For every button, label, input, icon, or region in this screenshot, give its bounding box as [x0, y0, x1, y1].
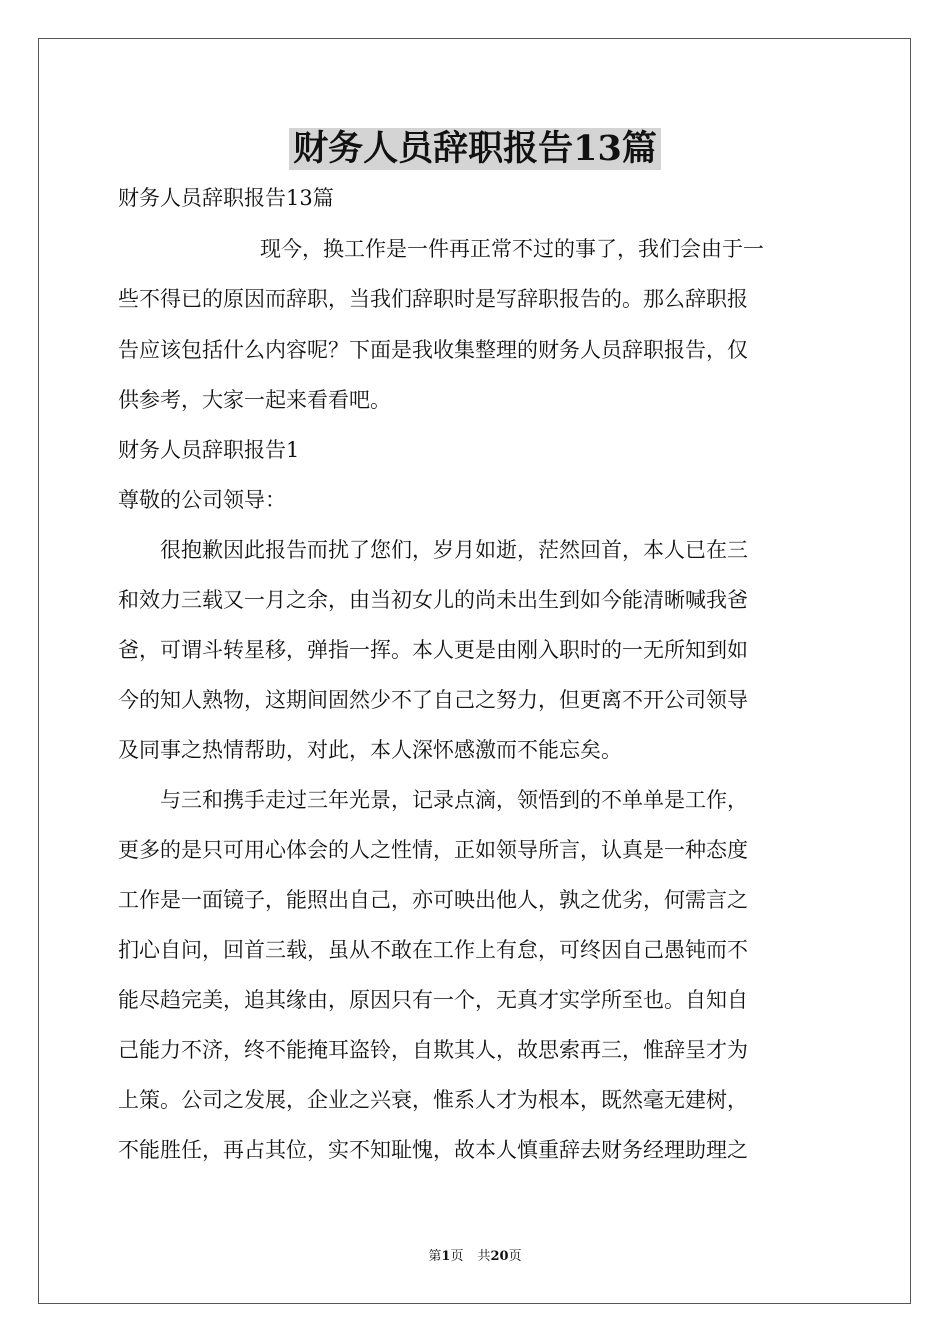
- paragraph-line: 能尽趋完美，追其缘由，原因只有一个，无真才实学所至也。自知自: [118, 988, 748, 1012]
- paragraph-line: 工作是一面镜子，能照出自己，亦可映出他人，孰之优劣，何需言之: [118, 888, 748, 912]
- paragraph-line: 和效力三载又一月之余，由当初女儿的尚未出生到如今能清晰喊我爸: [118, 588, 748, 612]
- paragraph-line: 现今，换工作是一件再正常不过的事了，我们会由于一: [260, 237, 764, 261]
- paragraph-line: 上策。公司之发展，企业之兴衰，惟系人才为根本，既然毫无建树，: [118, 1088, 748, 1112]
- total-suffix: 页: [508, 1249, 522, 1264]
- page-suffix: 页: [450, 1249, 464, 1264]
- paragraph-line: 更多的是只可用心体会的人之性情，正如领导所言，认真是一种态度: [118, 838, 748, 862]
- paragraph-line: 不能胜任，再占其位，实不知耻愧，故本人慎重辞去财务经理助理之: [118, 1138, 748, 1162]
- document-title: 财务人员辞职报告13篇: [289, 128, 661, 170]
- page-frame: [38, 38, 911, 1304]
- page-number: 1: [441, 1249, 451, 1264]
- paragraph-line: 告应该包括什么内容呢？下面是我收集整理的财务人员辞职报告，仅: [118, 338, 748, 362]
- page-prefix: 第: [428, 1249, 442, 1264]
- paragraph-line: 很抱歉因此报告而扰了您们，岁月如逝，茫然回首，本人已在三: [160, 538, 748, 562]
- paragraph-line: 些不得已的原因而辞职，当我们辞职时是写辞职报告的。那么辞职报: [118, 287, 748, 311]
- paragraph-line: 与三和携手走过三年光景，记录点滴，领悟到的不单单是工作，: [160, 788, 748, 812]
- paragraph-line: 己能力不济，终不能掩耳盗铃，自欺其人，故思索再三，惟辞呈才为: [118, 1038, 748, 1062]
- paragraph-line: 爸，可谓斗转星移，弹指一挥。本人更是由刚入职时的一无所知到如: [118, 638, 748, 662]
- paragraph-line: 扪心自问，回首三载，虽从不敢在工作上有怠，可终因自己愚钝而不: [118, 938, 748, 962]
- total-pages: 20: [490, 1249, 509, 1264]
- title-container: [0, 128, 950, 170]
- section-heading: 财务人员辞职报告1: [118, 438, 300, 462]
- page-footer: [0, 1248, 950, 1266]
- document-subtitle: 财务人员辞职报告13篇: [118, 186, 334, 210]
- paragraph-line: 及同事之热情帮助，对此，本人深怀感激而不能忘矣。: [118, 738, 622, 762]
- total-prefix: 共: [477, 1249, 491, 1264]
- paragraph-line: 今的知人熟物，这期间固然少不了自己之努力，但更离不开公司领导: [118, 688, 748, 712]
- salutation: 尊敬的公司领导：: [118, 488, 286, 512]
- paragraph-line: 供参考，大家一起来看看吧。: [118, 388, 391, 412]
